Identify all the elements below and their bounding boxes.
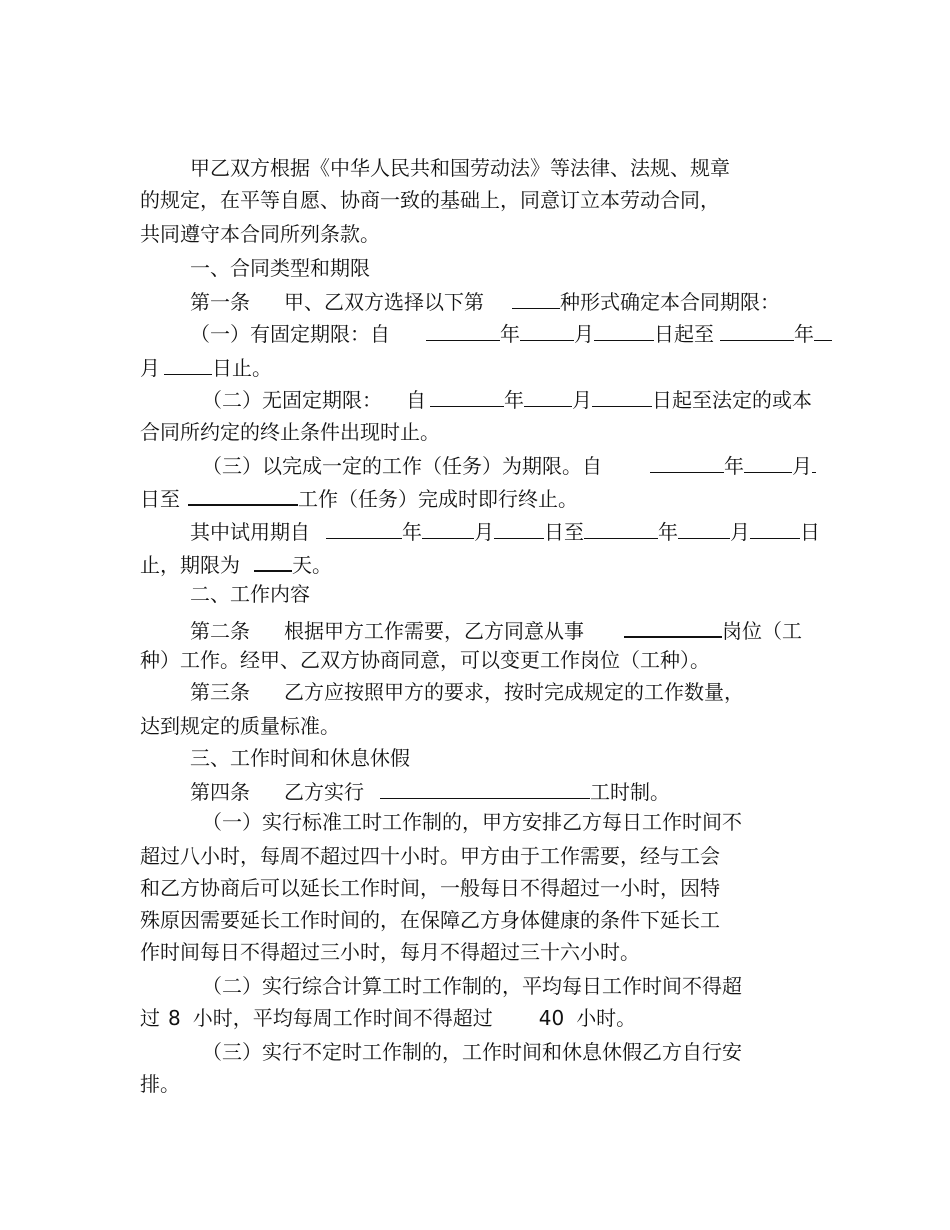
article-text: 甲、乙双方选择以下第 — [284, 290, 484, 314]
label-year: 年 — [402, 520, 422, 544]
blank-year[interactable] — [430, 384, 504, 407]
label-from: 自 — [406, 388, 426, 412]
label-year: 年 — [500, 322, 520, 346]
option-3-line-2 — [140, 482, 578, 510]
blank-hours-system[interactable] — [380, 776, 590, 799]
article-text: 岗位（工 — [722, 619, 802, 643]
label-month: 月 — [730, 520, 750, 544]
trial-line — [190, 516, 820, 544]
hours-per-week: 40 — [538, 1006, 565, 1030]
blank-month[interactable] — [814, 318, 832, 341]
option-2-line-2: 合同所约定的终止条件出现时止。 — [140, 420, 440, 444]
article-1-line — [190, 286, 780, 314]
paragraph-line: （二）实行综合计算工时工作制的，平均每日工作时间不得超 — [202, 974, 742, 998]
intro-line: 共同遵守本合同所列条款。 — [140, 222, 380, 246]
blank-day[interactable] — [494, 516, 544, 539]
option-3-line — [202, 450, 816, 478]
label-day-to: 日至 — [544, 520, 584, 544]
blank-day[interactable] — [750, 516, 800, 539]
paragraph-line: 和乙方协商后可以延长工作时间，一般每日不得超过一小时，因特 — [140, 876, 720, 900]
label-year: 年 — [794, 322, 814, 346]
hours-per-day: 8 — [168, 1006, 181, 1030]
article-label: 第四条 — [190, 780, 250, 804]
blank-position[interactable] — [624, 614, 722, 638]
paragraph-line: 排。 — [140, 1072, 180, 1096]
article-label: 第一条 — [190, 290, 250, 314]
trial-text: 其中试用期自 — [190, 520, 310, 544]
article-text: 乙方实行 — [284, 780, 364, 804]
article-text: 根据甲方工作需要，乙方同意从事 — [284, 619, 584, 643]
blank-month[interactable] — [744, 450, 792, 473]
blank-year[interactable] — [720, 318, 794, 341]
paragraph-text: 小时。 — [576, 1006, 637, 1030]
paragraph-line: （三）实行不定时工作制的，工作时间和休息休假乙方自行安 — [202, 1040, 742, 1064]
paragraph-line — [140, 1004, 636, 1032]
option-1-line-2 — [140, 352, 272, 380]
option-2-line — [202, 384, 812, 412]
paragraph-line: 超过八小时，每周不超过四十小时。甲方由于工作需要，经与工会 — [140, 844, 720, 868]
option-text: 日至 — [140, 487, 180, 511]
label-month: 月 — [792, 454, 812, 478]
option-text: （三）以完成一定的工作（任务）为期限。自 — [202, 454, 602, 478]
blank-month[interactable] — [524, 384, 572, 407]
blank-year[interactable] — [584, 516, 658, 539]
option-text: （一）有固定期限：自 — [190, 322, 390, 346]
article-4-line — [190, 776, 670, 804]
blank-day[interactable] — [812, 450, 816, 473]
label-month: 月 — [572, 388, 592, 412]
paragraph-line: 作时间每日不得超过三小时，每月不得超过三十六小时。 — [140, 940, 640, 964]
blank-day[interactable] — [164, 352, 212, 375]
label-month: 月 — [474, 520, 494, 544]
trial-text: 天。 — [292, 553, 332, 577]
label-day-end: 日止。 — [212, 356, 272, 380]
blank-month[interactable] — [520, 318, 574, 341]
blank-day[interactable] — [592, 384, 652, 407]
blank-day[interactable] — [594, 318, 654, 341]
option-1-line — [190, 318, 832, 346]
article-3-line-2: 达到规定的质量标准。 — [140, 714, 340, 738]
label-month: 月 — [140, 356, 160, 380]
paragraph-line: （一）实行标准工时工作制的，甲方安排乙方每日工作时间不 — [202, 810, 742, 834]
label-year: 年 — [658, 520, 678, 544]
option-text: （二）无固定期限： — [202, 388, 382, 412]
blank-year[interactable] — [426, 318, 500, 341]
article-label: 第三条 — [190, 680, 250, 704]
blank-year[interactable] — [326, 516, 402, 539]
blank-month[interactable] — [678, 516, 730, 539]
trial-line-2 — [140, 548, 332, 576]
label-year: 年 — [724, 454, 744, 478]
trial-text: 止，期限为 — [140, 553, 240, 577]
blank-year[interactable] — [650, 450, 724, 473]
blank-days[interactable] — [254, 548, 292, 572]
label-day: 日 — [800, 520, 820, 544]
article-text: 乙方应按照甲方的要求，按时完成规定的工作数量， — [284, 680, 744, 704]
paragraph-text: 过 — [140, 1006, 160, 1030]
section-heading: 二、工作内容 — [190, 582, 310, 606]
paragraph-text: 小时，平均每周工作时间不得超过 — [192, 1006, 493, 1030]
article-2-line — [190, 614, 802, 642]
label-day-from: 日起至 — [654, 322, 714, 346]
blank-task[interactable] — [188, 482, 298, 506]
intro-line: 的规定，在平等自愿、协商一致的基础上，同意订立本劳动合同， — [140, 188, 720, 212]
section-heading: 一、合同类型和期限 — [190, 256, 370, 280]
paragraph-line: 殊原因需要延长工作时间的，在保障乙方身体健康的条件下延长工 — [140, 908, 720, 932]
article-3-line — [190, 678, 744, 706]
section-heading: 三、工作时间和休息休假 — [190, 746, 410, 770]
option-text: 工作（任务）完成时即行终止。 — [298, 487, 578, 511]
blank-month[interactable] — [422, 516, 474, 539]
article-text: 种形式确定本合同期限： — [560, 290, 780, 314]
blank-field[interactable] — [512, 286, 560, 309]
option-text: 日起至法定的或本 — [652, 388, 812, 412]
label-month: 月 — [574, 322, 594, 346]
article-text: 工时制。 — [590, 780, 670, 804]
label-year: 年 — [504, 388, 524, 412]
intro-line: 甲乙双方根据《中华人民共和国劳动法》等法律、法规、规章 — [190, 156, 730, 180]
article-label: 第二条 — [190, 619, 250, 643]
article-2-line-2: 种）工作。经甲、乙双方协商同意，可以变更工作岗位（工种）。 — [140, 648, 710, 672]
